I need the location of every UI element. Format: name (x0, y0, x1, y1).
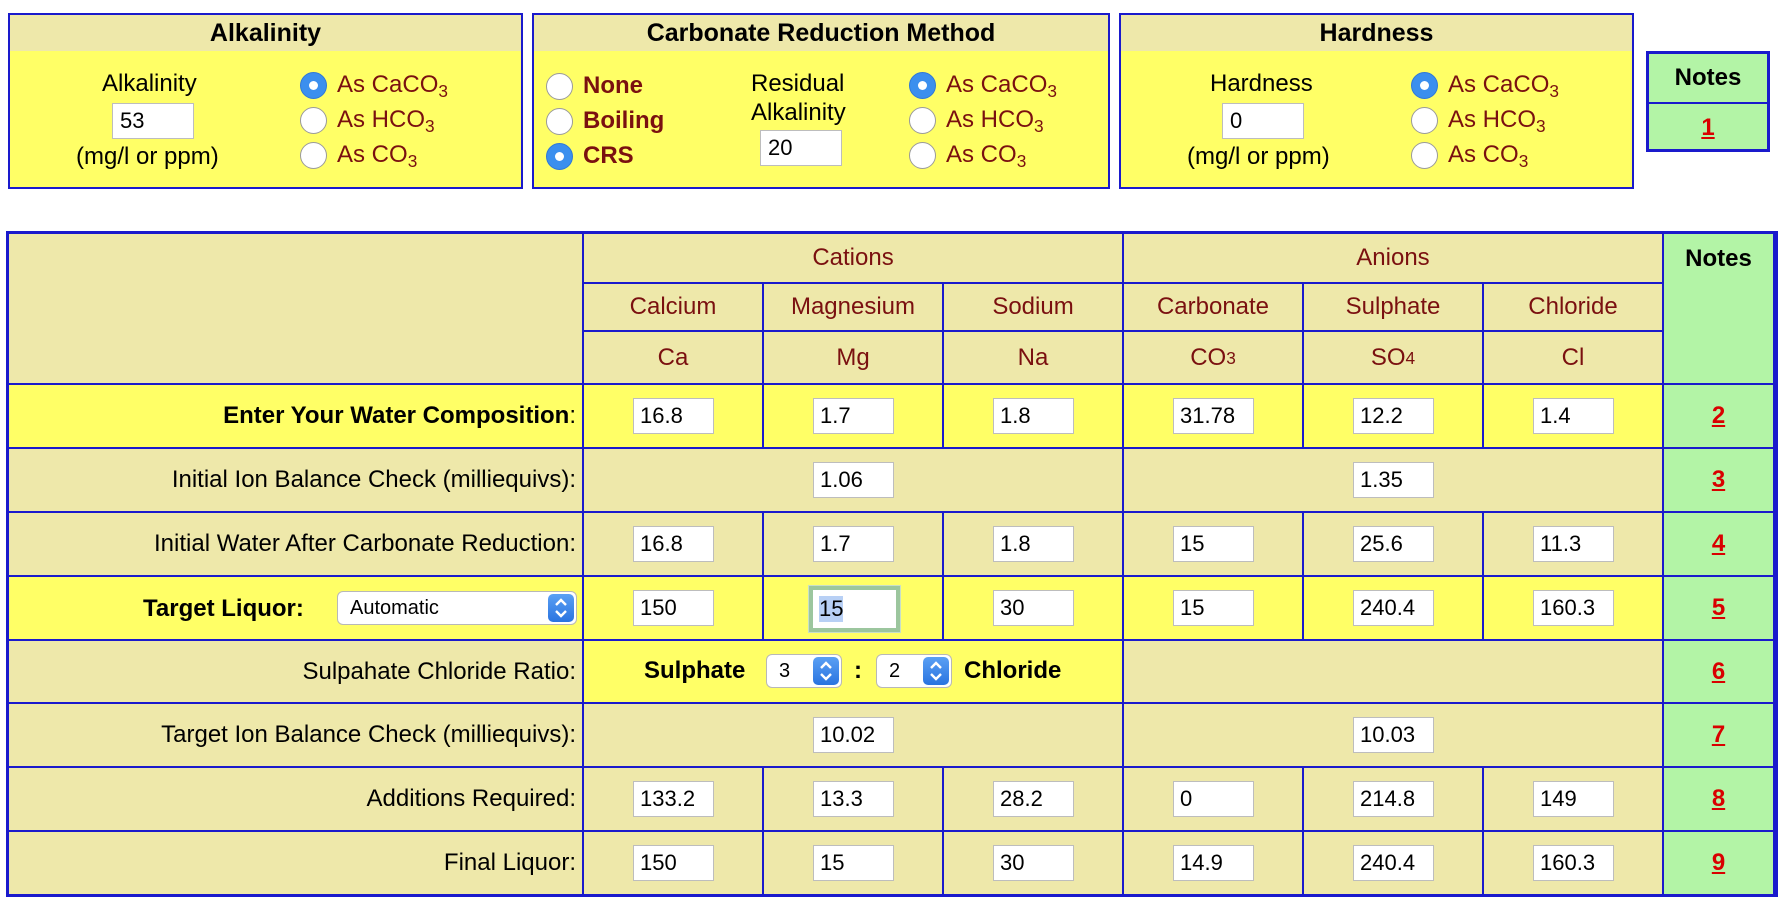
hardness-option-co3[interactable]: As $CO_3$ (1411, 141, 1528, 169)
radio-icon[interactable] (546, 108, 573, 135)
target-ca-input[interactable] (633, 590, 714, 626)
header-blank (9, 234, 584, 385)
radio-icon[interactable] (546, 73, 573, 100)
residual-label-line2: Alkalinity (751, 99, 846, 126)
row-label-water: Enter Your Water Composition : (9, 385, 584, 449)
ion-name-sulphate: Sulphate (1304, 284, 1484, 332)
target-cl-input[interactable] (1533, 590, 1614, 626)
row-label-target (9, 577, 584, 641)
notes-top-title: Notes (1649, 54, 1767, 104)
water-co3-input[interactable] (1173, 398, 1254, 434)
row-label-after: Initial Water After Carbonate Reduction : (9, 513, 584, 577)
water-ca-input[interactable] (633, 398, 714, 434)
cations-header: Cations (584, 234, 1124, 284)
notes-header: Notes (1664, 234, 1775, 284)
method-crs[interactable]: CRS (546, 142, 634, 170)
row-label-balance: Initial Ion Balance Check (milliequivs) : (9, 449, 584, 513)
water-table (6, 231, 1778, 897)
radio-icon[interactable] (1411, 107, 1438, 134)
target-mg-input[interactable]: 15 (809, 586, 900, 632)
select-updown-icon (813, 657, 839, 685)
final-mg-input[interactable] (813, 845, 894, 881)
additions-so4-input[interactable] (1353, 781, 1434, 817)
after-so4-input[interactable] (1353, 526, 1434, 562)
after-na-input[interactable] (993, 526, 1074, 562)
hardness-label: Hardness (1210, 70, 1313, 97)
ion-name-carbonate: Carbonate (1124, 284, 1304, 332)
target-so4-input[interactable] (1353, 590, 1434, 626)
ratio-controls: Sulphate 3 : 2 Chloride (584, 641, 1124, 704)
additions-cl-input[interactable] (1533, 781, 1614, 817)
final-cl-input[interactable] (1533, 845, 1614, 881)
residual-alkalinity-input[interactable] (760, 130, 842, 166)
alkalinity-option-caco3[interactable]: As CaCO$_3$ (300, 71, 448, 99)
hardness-option-hco3[interactable]: As $HCO_3$ (1411, 106, 1546, 134)
alkalinity-option-co3[interactable]: As $CO_3$ (300, 141, 417, 169)
ion-name-calcium: Calcium (584, 284, 764, 332)
additions-na-input[interactable] (993, 781, 1074, 817)
target-co3-input[interactable] (1173, 590, 1254, 626)
residual-option-hco3[interactable]: As $HCO_3$ (909, 106, 1044, 134)
hardness-panel (1119, 13, 1634, 189)
anions-header: Anions (1124, 234, 1664, 284)
radio-checked-icon[interactable] (1411, 72, 1438, 99)
ion-name-sodium: Sodium (944, 284, 1124, 332)
target-balance-anion-input[interactable] (1353, 717, 1434, 753)
radio-icon[interactable] (300, 142, 327, 169)
ion-symbol-mg: Mg (764, 332, 944, 385)
row-label-final: Final Liquor : (9, 832, 584, 894)
final-so4-input[interactable] (1353, 845, 1434, 881)
method-none[interactable]: None (546, 72, 643, 100)
carbonate-panel (532, 13, 1110, 189)
notes-top-panel (1646, 51, 1770, 152)
ion-name-magnesium: Magnesium (764, 284, 944, 332)
after-mg-input[interactable] (813, 526, 894, 562)
radio-icon[interactable] (300, 107, 327, 134)
chloride-ratio-select[interactable]: 2 (876, 654, 952, 688)
ion-symbol-so4: SO 4 (1304, 332, 1484, 385)
alkalinity-units: (mg/l or ppm) (76, 143, 219, 170)
radio-icon[interactable] (1411, 142, 1438, 169)
row-label-target-balance: Target Ion Balance Check (milliequivs) : (9, 704, 584, 768)
sulphate-ratio-select[interactable]: 3 (766, 654, 842, 688)
note-link-9[interactable]: 9 (1711, 849, 1726, 876)
target-label: Target Liquor: (143, 595, 304, 622)
final-ca-input[interactable] (633, 845, 714, 881)
note-link-8[interactable]: 8 (1711, 785, 1726, 812)
select-updown-icon (548, 594, 574, 622)
residual-label-line1: Residual (751, 70, 845, 97)
radio-icon[interactable] (909, 107, 936, 134)
hardness-input[interactable] (1222, 103, 1304, 139)
water-na-input[interactable] (993, 398, 1074, 434)
alkalinity-title: Alkalinity (10, 15, 521, 51)
ion-symbol-ca: Ca (584, 332, 764, 385)
alkalinity-input[interactable] (112, 103, 194, 139)
additions-mg-input[interactable] (813, 781, 894, 817)
ion-symbol-cl: Cl (1484, 332, 1664, 385)
hardness-title: Hardness (1121, 15, 1632, 51)
hardness-units: (mg/l or ppm) (1187, 143, 1330, 170)
after-co3-input[interactable] (1173, 526, 1254, 562)
ion-name-chloride: Chloride (1484, 284, 1664, 332)
carbonate-title: Carbonate Reduction Method (534, 15, 1108, 51)
balance-anion-input[interactable] (1353, 462, 1434, 498)
note-link-6[interactable]: 6 (1711, 657, 1726, 685)
residual-option-co3[interactable]: As $CO_3$ (909, 141, 1026, 169)
ion-symbol-na: Na (944, 332, 1124, 385)
final-na-input[interactable] (993, 845, 1074, 881)
alkalinity-option-hco3[interactable]: As $HCO_3$ (300, 106, 435, 134)
water-mg-input[interactable] (813, 398, 894, 434)
balance-cation-input[interactable] (813, 462, 894, 498)
water-so4-input[interactable] (1353, 398, 1434, 434)
after-cl-input[interactable] (1533, 526, 1614, 562)
radio-icon[interactable] (909, 142, 936, 169)
water-cl-input[interactable] (1533, 398, 1614, 434)
additions-ca-input[interactable] (633, 781, 714, 817)
method-boiling[interactable]: Boiling (546, 107, 664, 135)
note-link-1[interactable]: 1 (1701, 114, 1715, 141)
additions-co3-input[interactable] (1173, 781, 1254, 817)
note-link-5[interactable]: 5 (1711, 594, 1726, 621)
radio-checked-icon[interactable] (909, 72, 936, 99)
target-mode-select[interactable]: Automatic (337, 591, 577, 625)
radio-checked-icon[interactable] (300, 72, 327, 99)
note-link-2[interactable]: 2 (1711, 402, 1726, 429)
note-link-3[interactable]: 3 (1711, 466, 1726, 493)
residual-option-caco3[interactable]: As CaCO$_3$ (909, 71, 1057, 99)
radio-checked-icon[interactable] (546, 143, 573, 170)
target-balance-cation-input[interactable] (813, 717, 894, 753)
row-label-additions: Additions Required : (9, 768, 584, 832)
note-link-4[interactable]: 4 (1711, 530, 1726, 557)
select-updown-icon (923, 657, 949, 685)
row-label-ratio: Sulpahate Chloride Ratio : (9, 641, 584, 704)
target-na-input[interactable] (993, 590, 1074, 626)
alkalinity-panel (8, 13, 523, 189)
alkalinity-label: Alkalinity (102, 70, 197, 97)
note-link-7[interactable]: 7 (1711, 721, 1726, 748)
ion-symbol-co3: CO 3 (1124, 332, 1304, 385)
after-ca-input[interactable] (633, 526, 714, 562)
final-co3-input[interactable] (1173, 845, 1254, 881)
notes-header-fill (1664, 284, 1775, 385)
hardness-option-caco3[interactable]: As CaCO$_3$ (1411, 71, 1559, 99)
